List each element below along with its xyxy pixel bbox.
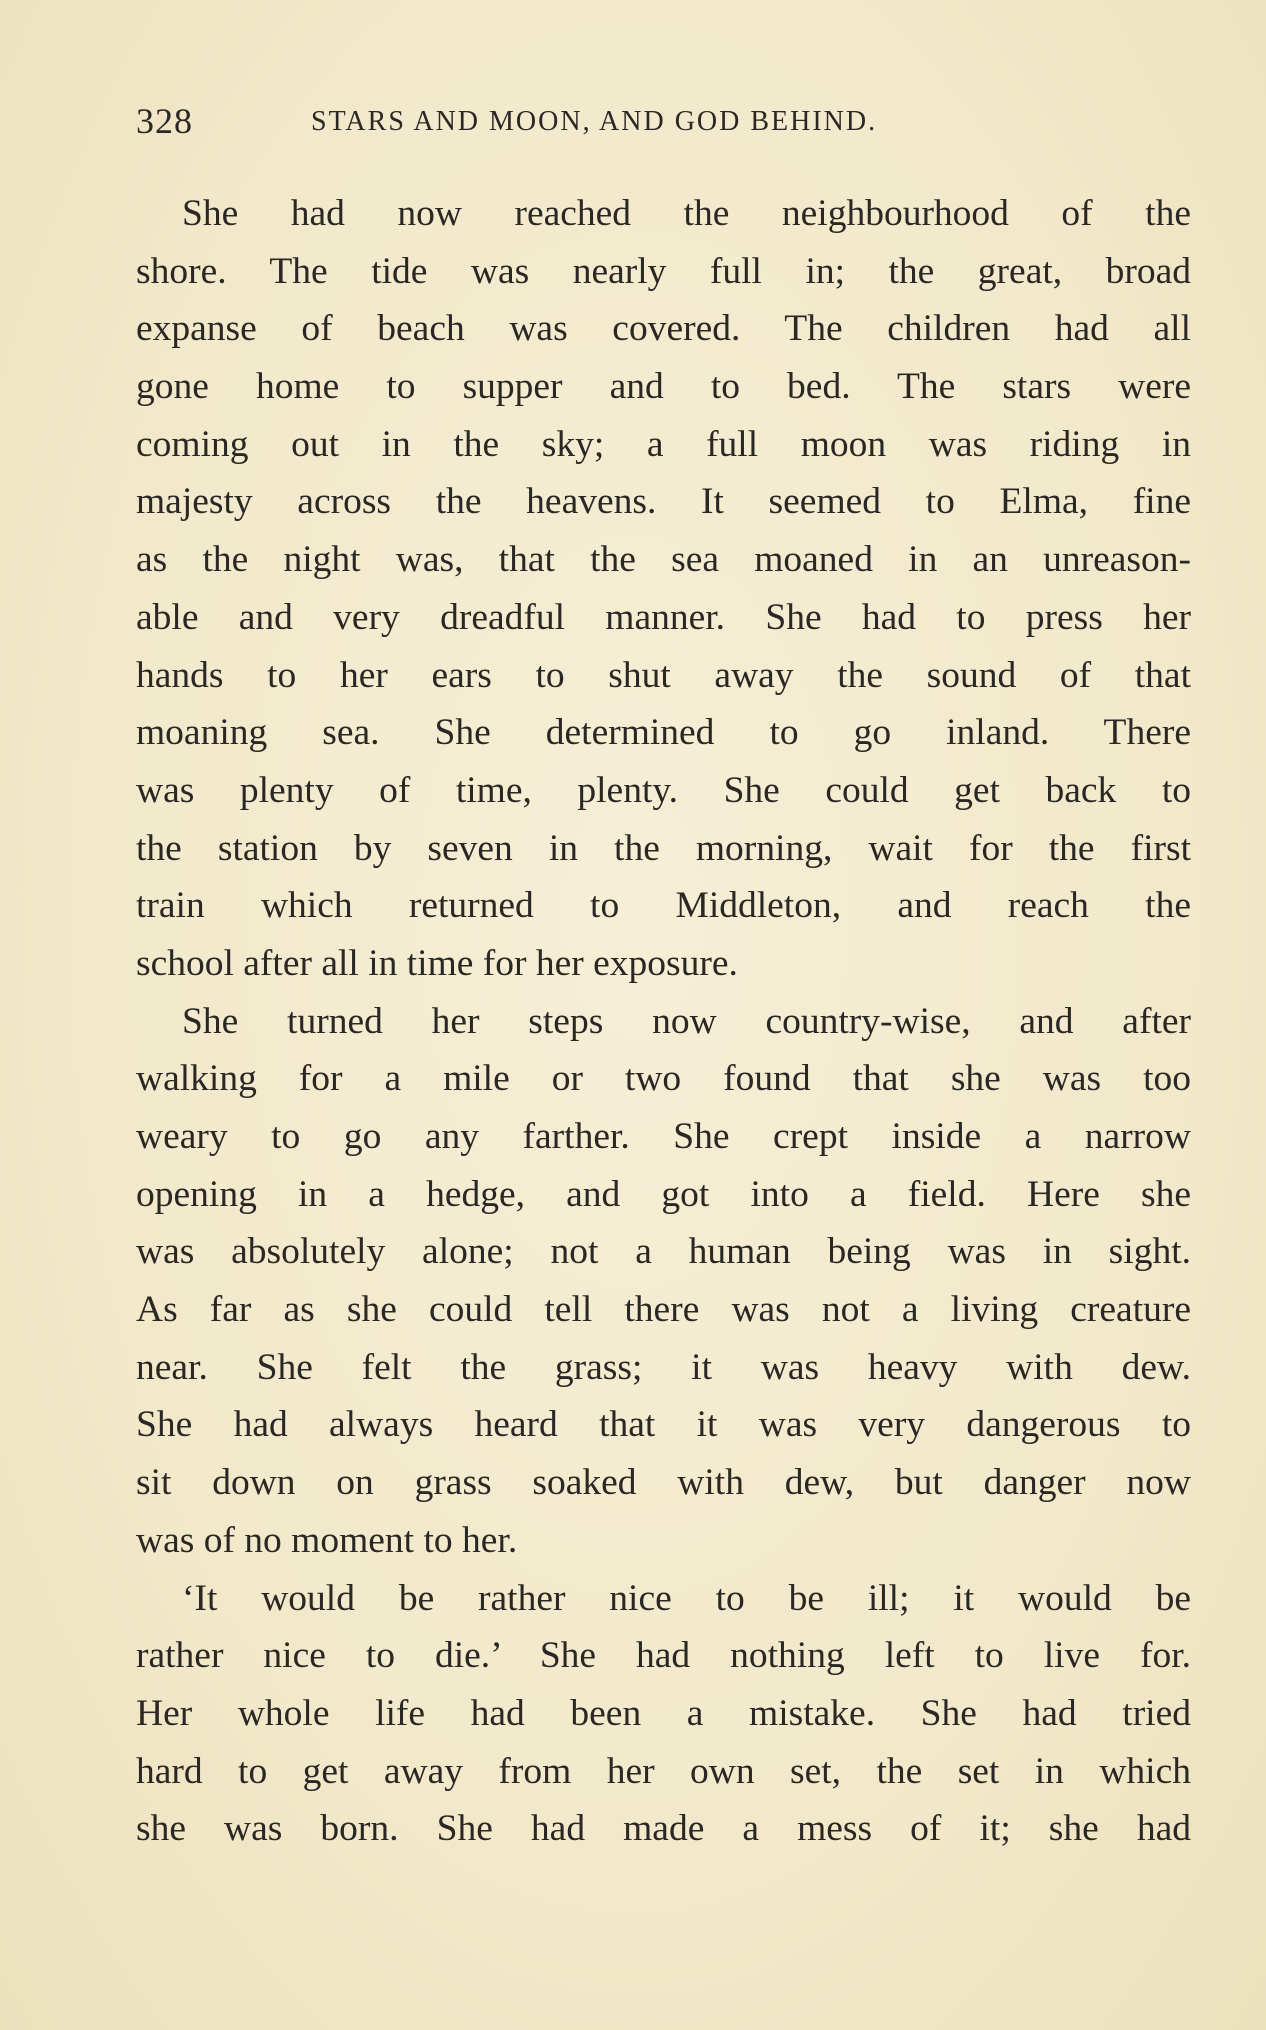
- text-line: she was born. She had made a mess of it; she had: [136, 1808, 1191, 1850]
- text-line: As far as she could tell there was not a living creature: [136, 1289, 1191, 1331]
- text-line: majesty across the heavens. It seemed to Elma, fine: [136, 481, 1191, 523]
- running-head: STARS AND MOON, AND GOD BEHIND.: [311, 106, 878, 137]
- text-line: coming out in the sky; a full moon was riding in: [136, 423, 1191, 465]
- text-line: the station by seven in the morning, wait for the first: [136, 827, 1191, 869]
- text-line: was plenty of time, plenty. She could get back to: [136, 769, 1191, 811]
- text-line: was absolutely alone; not a human being was in sight.: [136, 1231, 1191, 1273]
- text-line: She had now reached the neighbourhood of the: [182, 193, 1191, 234]
- text-line: weary to go any farther. She crept inside a narrow: [136, 1116, 1191, 1157]
- text-line: as the night was, that the sea moaned in an unreason-: [136, 539, 1191, 581]
- text-line: shore. The tide was nearly full in; the great, broad: [136, 250, 1191, 292]
- text-line: hard to get away from her own set, the set in which: [136, 1750, 1191, 1792]
- page-header: [136, 100, 1136, 150]
- page-number: 328: [136, 101, 193, 141]
- text-line: able and very dreadful manner. She had to press her: [136, 596, 1191, 638]
- body-text: [136, 185, 1191, 1858]
- text-line: near. She felt the grass; it was heavy with dew.: [136, 1346, 1191, 1388]
- text-line: was of no moment to her.: [136, 1519, 518, 1561]
- text-line: ‘It would be rather nice to be ill; it would be: [182, 1577, 1191, 1619]
- text-line: sit down on grass soaked with dew, but danger now: [136, 1462, 1191, 1504]
- text-line: walking for a mile or two found that she was too: [136, 1058, 1191, 1100]
- text-line: school after all in time for her exposure.: [136, 942, 738, 984]
- text-line: expanse of beach was covered. The children had all: [136, 308, 1191, 350]
- text-line: hands to her ears to shut away the sound of that: [136, 654, 1191, 696]
- text-line: opening in a hedge, and got into a field. Here she: [136, 1173, 1191, 1215]
- text-line: gone home to supper and to bed. The stars were: [136, 366, 1191, 408]
- text-line: She turned her steps now country-wise, and after: [182, 1000, 1191, 1042]
- text-line: She had always heard that it was very dangerous to: [136, 1404, 1191, 1446]
- text-line: Her whole life had been a mistake. She had tried: [136, 1692, 1191, 1734]
- text-line: train which returned to Middleton, and reach the: [136, 885, 1191, 927]
- text-line: moaning sea. She determined to go inland. There: [136, 712, 1191, 754]
- text-line: rather nice to die.’ She had nothing left to live for.: [136, 1635, 1191, 1677]
